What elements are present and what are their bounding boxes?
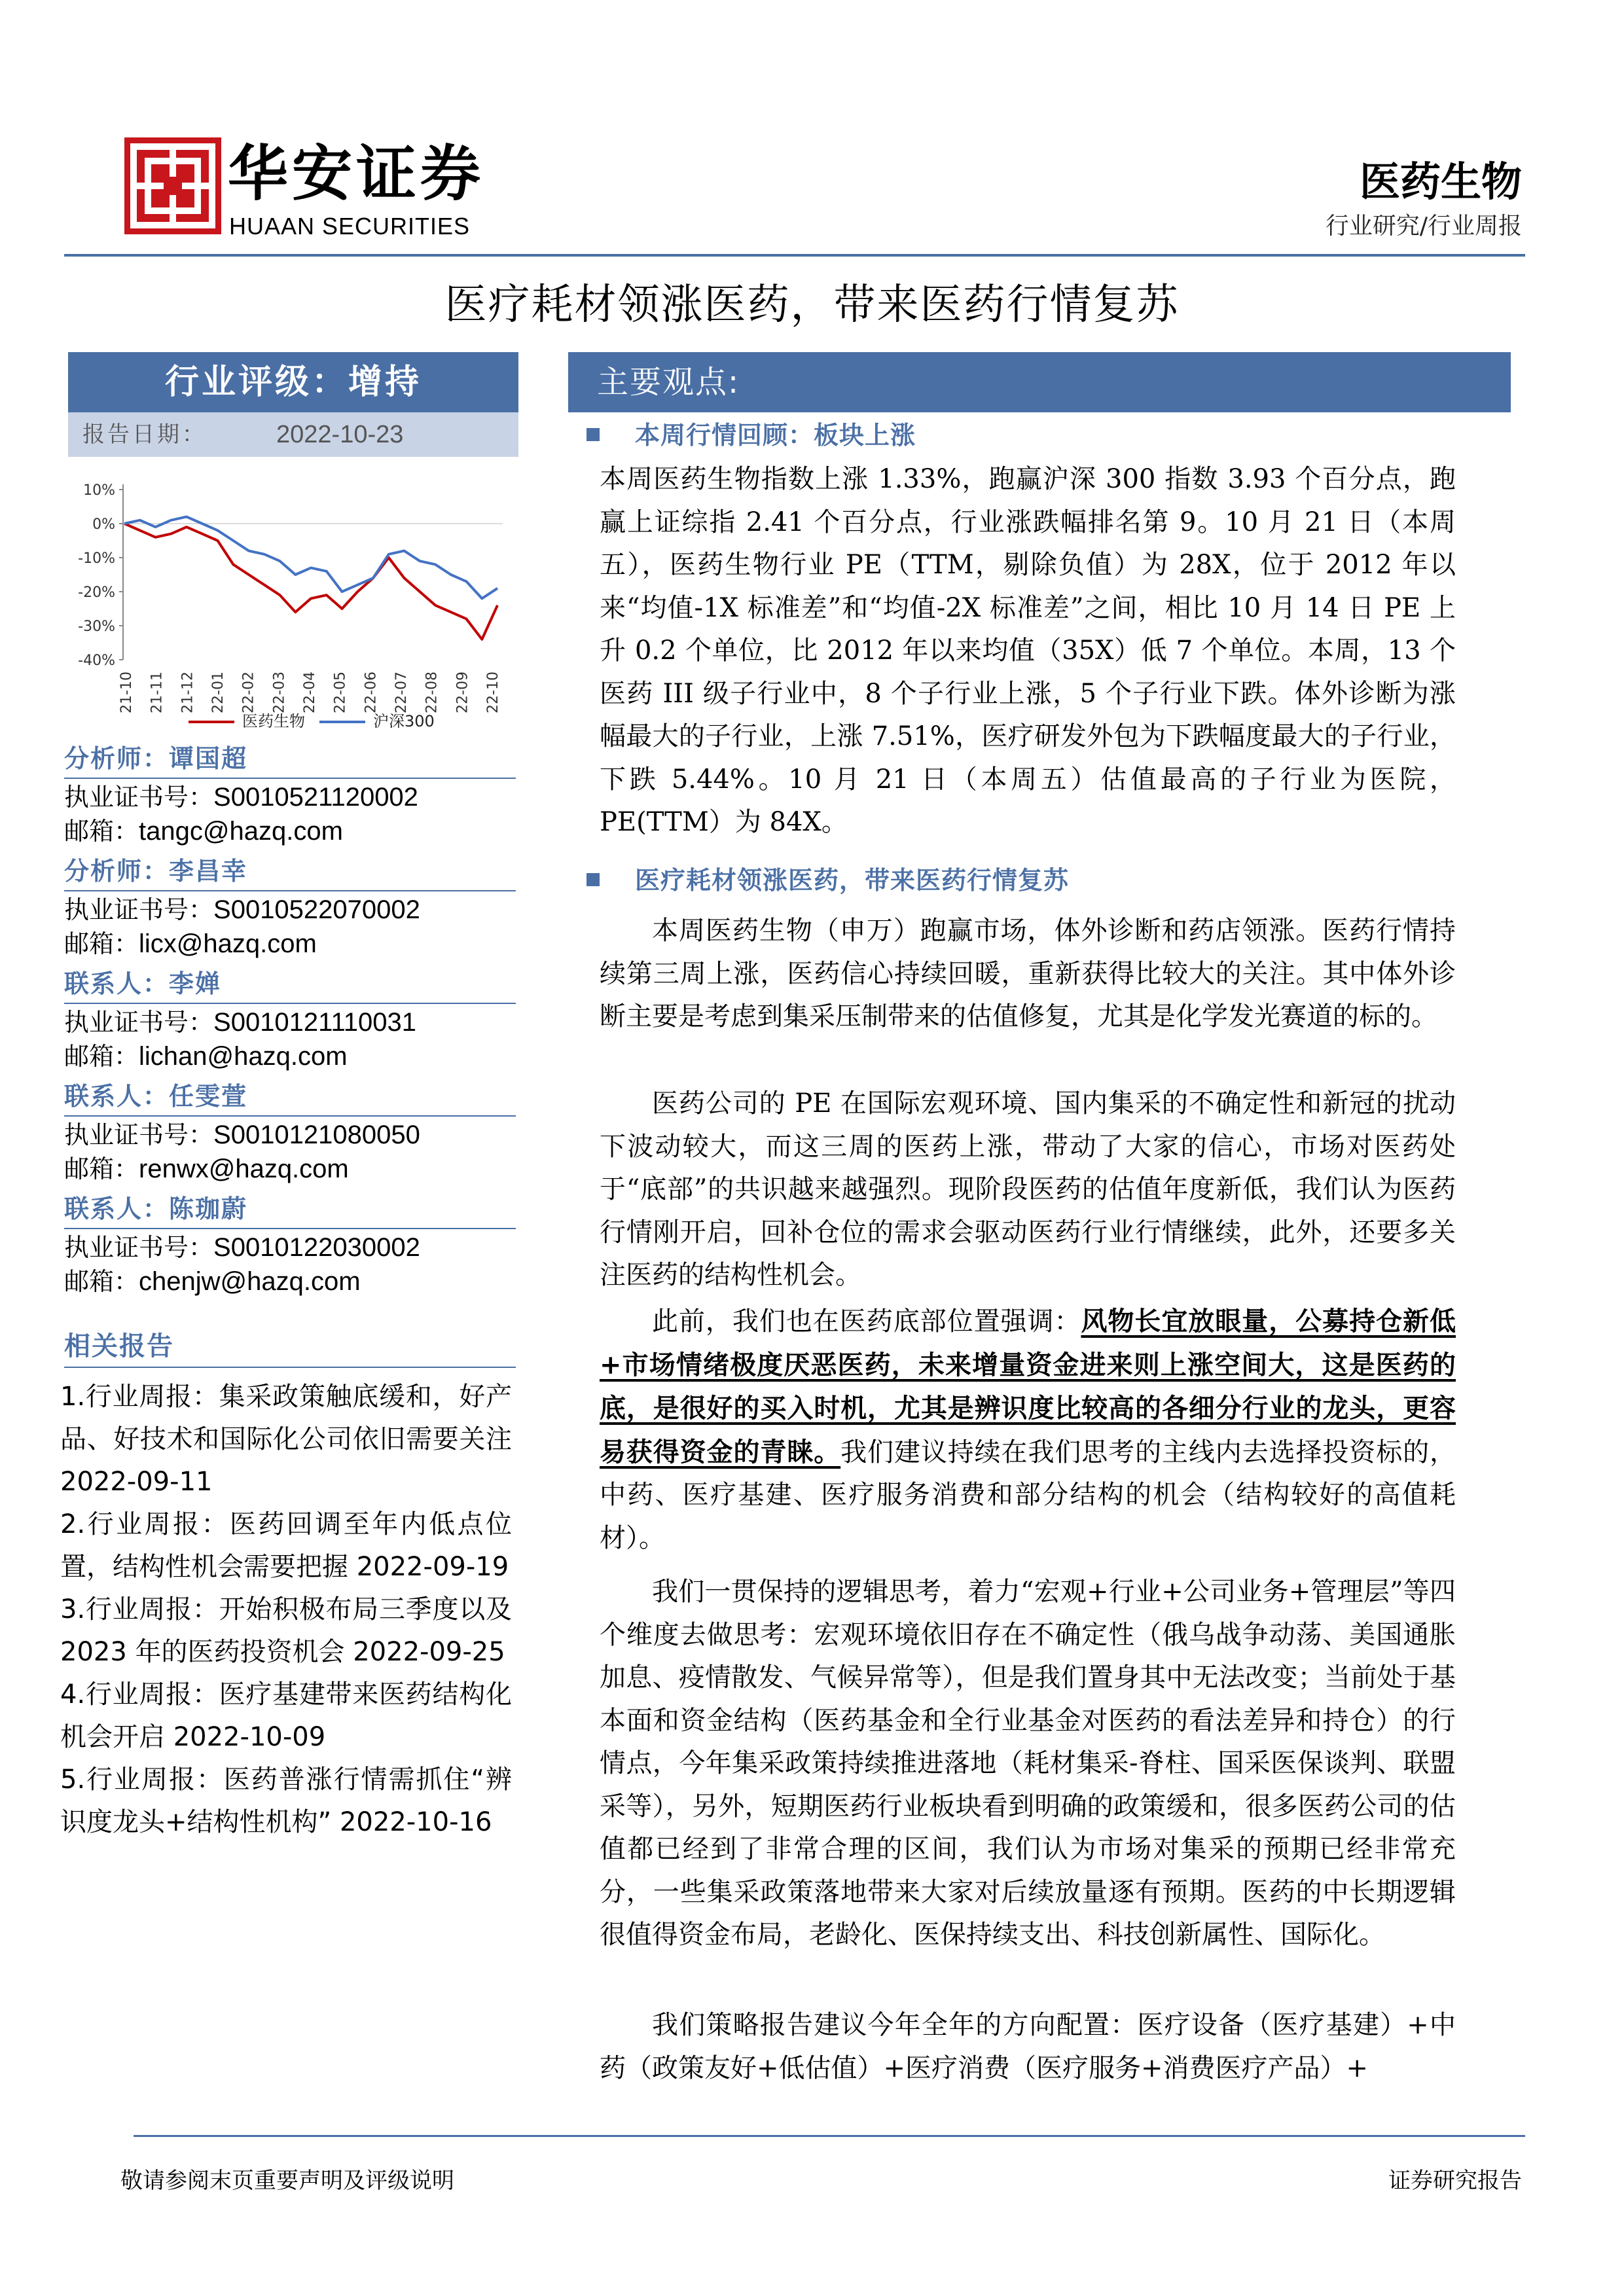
paragraph-3-lead: 此前，我们也在医药底部位置强调： xyxy=(652,1306,1081,1336)
chart-x-tick-label: 22-01 xyxy=(210,672,226,713)
legend-swatch-pharma xyxy=(189,721,234,723)
footer-divider xyxy=(134,2135,1525,2137)
body-paragraph-1: 本周医药生物（申万）跑赢市场，体外诊断和药店领涨。医药行情持续第三周上涨，医药信心持续回暖，重新获得比较大的关注。其中体外诊断主要是考虑到集采压制带来的估值修复，尤其是化学发光赛道的标的。 xyxy=(600,916,1456,1031)
chart-y-tick-label: 10% xyxy=(83,482,115,499)
contact-card xyxy=(64,740,516,852)
section-heading-text: 医疗耗材领涨医药，带来医药行情复苏 xyxy=(635,866,1070,895)
contact-mail xyxy=(64,1039,348,1073)
contact-mail xyxy=(64,1152,349,1186)
chart-y-tick-label: -20% xyxy=(78,584,115,601)
chart-x-tick-label: 22-04 xyxy=(302,672,318,713)
cert-number: S0010521120002 xyxy=(213,783,418,812)
contact-divider xyxy=(64,1115,516,1117)
cert-number: S0010522070002 xyxy=(213,895,420,924)
chart-x-tick-label: 22-09 xyxy=(454,672,471,713)
mail-label: 邮箱： xyxy=(64,1267,139,1296)
contact-role: 联系人：陈珈蔚 xyxy=(64,1194,248,1223)
chart-x-tick-label: 21-11 xyxy=(149,672,166,713)
report-title: 医疗耗材领涨医药，带来医药行情复苏 xyxy=(444,281,1180,329)
mail-label: 邮箱： xyxy=(64,817,139,846)
body-paragraph-3 xyxy=(600,1300,1456,1560)
chart-x-tick-label: 21-12 xyxy=(179,672,196,713)
contact-card xyxy=(64,1077,516,1190)
chart-y-tick-label: 0% xyxy=(92,516,115,533)
sector-name: 医药生物 xyxy=(1359,158,1522,206)
chart-x-tick-label: 22-05 xyxy=(332,672,349,713)
mail-address[interactable]: licx@hazq.com xyxy=(139,929,317,958)
chart-series-line-pharma xyxy=(124,524,497,639)
industry-rating: 行业评级：增持 xyxy=(68,352,518,412)
legend-item-pharma xyxy=(189,708,305,734)
main-viewpoints-header: 主要观点: xyxy=(568,352,1511,412)
mail-address[interactable]: renwx@hazq.com xyxy=(139,1155,349,1183)
chart-x-tick-label: 22-07 xyxy=(393,672,410,713)
performance-chart xyxy=(64,471,522,746)
body-paragraph-2: 医药公司的 PE 在国际宏观环境、国内集采的不确定性和新冠的扰动下波动较大，而这三周的医药上涨，带动了大家的信心，市场对医药处于“底部”的共识越来越强烈。现阶段医药的估值年度新低，我们认为医药行情刚开启，回补仓位的需求会驱动医药行业行情继续，此外，还要多关注医药的结构性机会。 xyxy=(600,1088,1456,1290)
header-divider xyxy=(64,254,1525,257)
square-bullet-icon xyxy=(586,428,600,441)
chart-y-tick-label: -30% xyxy=(78,619,115,635)
contact-card xyxy=(64,1190,516,1302)
chart-y-tick-label: -10% xyxy=(78,550,115,567)
contact-role: 联系人：任雯萱 xyxy=(64,1082,248,1111)
chart-x-tick-label: 22-02 xyxy=(240,672,257,713)
related-report-item[interactable]: 5.行业周报：医药普涨行情需抓住“辨识度龙头+结构性机构” 2022-10-16 xyxy=(60,1765,512,1837)
legend-swatch-csi300 xyxy=(319,721,365,723)
logo-english-name: HUAAN SECURITIES xyxy=(229,213,471,240)
body-paragraph-4: 我们一贯保持的逻辑思考，着力“宏观+行业+公司业务+管理层”等四个维度去做思考：宏观环境依旧存在不确定性（俄乌战争动荡、美国通胀加息、疫情散发、气候异常等），但是我们置身其中无法改变；当前处于基本面和资金结构（医药基金和全行业基金对医药的看法差异和持仓）的行情点，今年集采政策持续推进落地（耗材集采-脊柱、国采医保谈判、联盟采等），另外，短期医药行业板块看到明确的政策缓和，很多医药公司的估值都已经到了非常合理的区间，我们认为市场对集采的预期已经非常充分，一些集采政策落地带来大家对后续放量逐有预期。医药的中长期逻辑很值得资金布局，老龄化、医保持续支出、科技创新属性、国际化。 xyxy=(600,1577,1456,1950)
mail-address[interactable]: chenjw@hazq.com xyxy=(139,1267,361,1296)
cert-label: 执业证书号： xyxy=(64,895,214,924)
paragraph-3-tail: 我们建议持续在我们思考的主线内去选择投资标的，中药、医疗基建、医疗服务消费和部分结构的机会（结构较好的高值耗材）。 xyxy=(600,1437,1456,1553)
chart-y-tick-label: -40% xyxy=(78,653,115,669)
section-heading-text: 本周行情回顾：板块上涨 xyxy=(635,421,916,450)
contact-mail xyxy=(64,927,317,961)
related-reports-list xyxy=(60,1376,512,1844)
square-bullet-icon xyxy=(586,873,600,886)
contact-cert xyxy=(64,1005,416,1039)
contact-mail xyxy=(64,1265,361,1299)
legend-label-pharma: 医药生物 xyxy=(242,712,305,730)
contact-card xyxy=(64,852,516,965)
chart-x-tick-label: 22-08 xyxy=(424,672,441,713)
chart-x-tick-label: 22-10 xyxy=(485,672,501,713)
contact-role: 联系人：李婵 xyxy=(64,969,222,998)
weekly-review-paragraph: 本周医药生物指数上涨 1.33%，跑赢沪深 300 指数 3.93 个百分点，跑赢上证综指 2.41 个百分点，行业涨跌幅排名第 9。10 月 21 日（本周五），医药生物行业 PE（TTM，剔除负值）为 28X，位于 2012 年以来“均值-1X 标准差”和“均值-2X 标准差”之间，相比 10 月 14 日 PE 上升 0.2 个单位，比 2012 年以来均值（35X）低 7 个单位。本周，13 个医药 III 级子行业中，8 个子行业上涨，5 个子行业下跌。体外诊断为涨幅最大的子行业，上涨 7.51%，医疗研发外包为下跌幅度最大的子行业，下跌 5.44%。10 月 21 日（本周五）估值最高的子行业为医院，PE(TTM）为 84X。 xyxy=(600,464,1456,837)
related-report-item[interactable]: 1.行业周报：集采政策触底缓和，好产品、好技术和国际化公司依旧需要关注 2022-09-11 xyxy=(60,1382,512,1497)
analyst-contacts xyxy=(64,740,522,1302)
mail-address[interactable]: lichan@hazq.com xyxy=(139,1042,348,1071)
related-report-item[interactable]: 3.行业周报：开始积极布局三季度以及 2023 年的医药投资机会 2022-09-25 xyxy=(60,1594,512,1667)
cert-number: S0010121080050 xyxy=(213,1121,420,1149)
cert-label: 执业证书号： xyxy=(64,1233,214,1262)
report-type: 行业研究/行业周报 xyxy=(1325,213,1522,240)
contact-cert xyxy=(64,1230,420,1265)
contact-cert xyxy=(64,780,418,814)
footer-disclaimer-note[interactable]: 敬请参阅末页重要声明及评级说明 xyxy=(120,2168,454,2194)
related-reports-divider xyxy=(64,1367,516,1368)
mail-label: 邮箱： xyxy=(64,1042,139,1071)
logo-chinese-name: 华安证券 xyxy=(228,138,485,209)
section-heading-consumables xyxy=(586,861,1069,899)
contact-cert xyxy=(64,1118,420,1152)
contact-divider xyxy=(64,890,516,891)
cert-label: 执业证书号： xyxy=(64,1008,214,1037)
section-heading-weekly-review xyxy=(586,416,916,454)
report-date-bar xyxy=(68,412,518,457)
legend-label-csi300: 沪深300 xyxy=(373,712,435,730)
cert-label: 执业证书号： xyxy=(64,1121,214,1149)
related-report-item[interactable]: 4.行业周报：医疗基建带来医药结构化机会开启 2022-10-09 xyxy=(60,1679,512,1752)
cert-number: S0010121110031 xyxy=(213,1008,416,1037)
related-report-item[interactable]: 2.行业周报：医药回调至年内低点位置，结构性机会需要把握 2022-09-19 xyxy=(60,1509,512,1582)
chart-x-tick-label: 21-10 xyxy=(118,672,135,713)
contact-divider xyxy=(64,778,516,779)
logo-seal-icon xyxy=(124,137,221,234)
chart-legend xyxy=(64,708,522,734)
legend-item-csi300 xyxy=(319,708,435,734)
contact-role: 分析师：谭国超 xyxy=(64,744,248,773)
cert-label: 执业证书号： xyxy=(64,783,214,812)
paragraph-3-emphasis: 风物长宜放眼量，公募持仓新低+市场情绪极度厌恶医药，未来增量资金进来则上涨空间大，这是医药的底，是很好的买入时机，尤其是辨识度比较高的各细分行业的龙头，更容易获得资金的青睐。 xyxy=(600,1306,1456,1467)
contact-cert xyxy=(64,893,420,927)
company-logo xyxy=(124,137,504,249)
related-reports-title: 相关报告 xyxy=(64,1331,174,1361)
contact-divider xyxy=(64,1228,516,1229)
cert-number: S0010122030002 xyxy=(213,1233,420,1262)
chart-x-tick-label: 22-03 xyxy=(271,672,288,713)
contact-card xyxy=(64,965,516,1077)
mail-label: 邮箱： xyxy=(64,1155,139,1183)
chart-x-tick-label: 22-06 xyxy=(363,672,380,713)
contact-mail xyxy=(64,814,343,848)
contact-role: 分析师：李昌幸 xyxy=(64,857,248,886)
mail-label: 邮箱： xyxy=(64,929,139,958)
footer-report-label: 证券研究报告 xyxy=(1388,2168,1522,2194)
report-date-value: 2022-10-23 xyxy=(276,421,404,448)
report-date-label: 报告日期： xyxy=(82,422,207,448)
contact-divider xyxy=(64,1003,516,1004)
body-paragraph-5: 我们策略报告建议今年全年的方向配置：医疗设备（医疗基建）+中药（政策友好+低估值）+医疗消费（医疗服务+消费医疗产品）+ xyxy=(600,2010,1456,2083)
mail-address[interactable]: tangc@hazq.com xyxy=(139,817,343,846)
